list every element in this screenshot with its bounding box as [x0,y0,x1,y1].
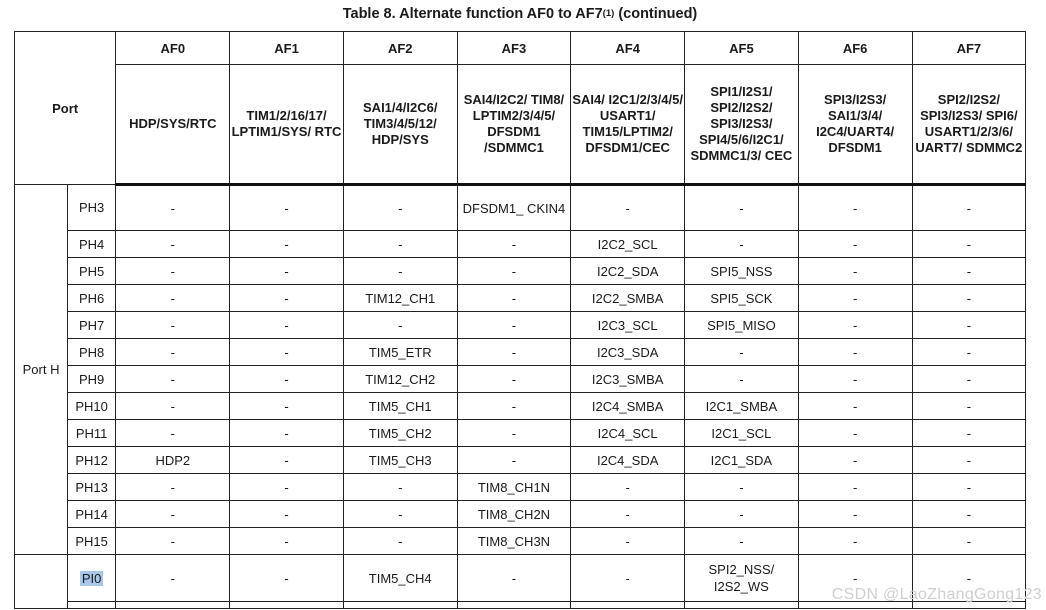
column-header-af0: AF0 [116,32,230,65]
af1-cell: - [230,339,343,366]
af5-cell: I2C1_SDA [685,447,798,474]
af3-cell: TIM8_CH2N [457,501,570,528]
column-desc-af2: SAI1/4/I2C6/ TIM3/4/5/12/ HDP/SYS [343,65,457,185]
af2-cell: - [343,258,457,285]
af0-cell: - [116,185,230,231]
table-row [15,258,1026,285]
af1-cell: - [230,185,343,231]
af7-cell: - [912,312,1025,339]
af6-cell: - [798,474,912,501]
pin-name [68,555,116,602]
af0-cell: - [116,501,230,528]
port-group-label [15,555,68,609]
table-row [15,312,1026,339]
af1-cell: - [230,393,343,420]
af3-cell: DFSDM1_ CKIN4 [457,185,570,231]
af7-cell: - [912,474,1025,501]
af4-cell: I2C4_SCL [571,420,685,447]
af2-cell: - [343,501,457,528]
partial-cell [685,602,798,609]
af2-cell: - [343,528,457,555]
column-header-af3: AF3 [457,32,570,65]
af3-cell: - [457,447,570,474]
af4-cell: - [571,555,685,602]
af0-cell: - [116,258,230,285]
af2-cell: - [343,231,457,258]
column-header-af7: AF7 [912,32,1025,65]
table-row [15,420,1026,447]
column-desc-af7: SPI2/I2S2/ SPI3/I2S3/ SPI6/ USART1/2/3/6/ UART7/ SDMMC2 [912,65,1025,185]
column-header-af1: AF1 [230,32,343,65]
af1-cell: - [230,420,343,447]
pin-name: PH10 [68,393,116,420]
column-header-af4: AF4 [571,32,685,65]
af5-cell: SPI2_NSS/ I2S2_WS [685,555,798,602]
af2-cell: TIM5_CH4 [343,555,457,602]
af5-cell: - [685,185,798,231]
af5-cell: SPI5_MISO [685,312,798,339]
af7-cell: - [912,420,1025,447]
af3-cell: - [457,420,570,447]
pin-name-highlight: PI0 [81,570,102,586]
af0-cell: - [116,393,230,420]
af6-cell: - [798,528,912,555]
af5-cell: SPI5_SCK [685,285,798,312]
column-desc-af0: HDP/SYS/RTC [116,65,230,185]
af7-cell: - [912,366,1025,393]
af1-cell: - [230,285,343,312]
pin-name: PH6 [68,285,116,312]
column-desc-af5: SPI1/I2S1/ SPI2/I2S2/ SPI3/I2S3/ SPI4/5/6/I2C1/ SDMMC1/3/ CEC [685,65,798,185]
af3-cell: - [457,285,570,312]
af2-cell: TIM5_CH3 [343,447,457,474]
af5-cell: - [685,528,798,555]
af6-cell: - [798,231,912,258]
pin-name: PH12 [68,447,116,474]
pin-name: PH15 [68,528,116,555]
pin-name: PH14 [68,501,116,528]
af5-cell: - [685,366,798,393]
af2-cell: TIM12_CH1 [343,285,457,312]
table-row [15,528,1026,555]
af4-cell: - [571,501,685,528]
af7-cell: - [912,339,1025,366]
af2-cell: - [343,474,457,501]
af1-cell: - [230,231,343,258]
af7-cell: - [912,501,1025,528]
af6-cell: - [798,285,912,312]
af5-cell: - [685,231,798,258]
af3-cell: - [457,366,570,393]
pin-name: PH7 [68,312,116,339]
af3-cell: - [457,231,570,258]
af6-cell: - [798,555,912,602]
port-group-label: Port H [15,185,68,555]
af4-cell: - [571,474,685,501]
af1-cell: - [230,501,343,528]
af1-cell: - [230,555,343,602]
af3-cell: TIM8_CH1N [457,474,570,501]
af6-cell: - [798,366,912,393]
af1-cell: - [230,474,343,501]
column-desc-af3: SAI4/I2C2/ TIM8/ LPTIM2/3/4/5/ DFSDM1 /SDMMC1 [457,65,570,185]
af3-cell: - [457,312,570,339]
af0-cell: - [116,528,230,555]
table-title: Table 8. Alternate function AF0 to AF7$^{(1)}$ (continued) [342,6,698,22]
pin-name: PH11 [68,420,116,447]
af0-cell: - [116,555,230,602]
af3-cell: - [457,339,570,366]
af1-cell: - [230,258,343,285]
af0-cell: - [116,312,230,339]
af6-cell: - [798,258,912,285]
af2-cell: - [343,312,457,339]
column-header-af2: AF2 [343,32,457,65]
af1-cell: - [230,447,343,474]
af0-cell: - [116,420,230,447]
partial-cell [68,602,116,609]
column-header-af5: AF5 [685,32,798,65]
pin-name: PH3 [68,185,116,231]
af3-cell: - [457,393,570,420]
af0-cell: HDP2 [116,447,230,474]
af4-cell: I2C3_SCL [571,312,685,339]
table-row [15,474,1026,501]
af4-cell: I2C2_SCL [571,231,685,258]
pin-name: PH9 [68,366,116,393]
af2-cell: TIM5_CH1 [343,393,457,420]
af7-cell: - [912,447,1025,474]
column-desc-af4: SAI4/ I2C1/2/3/4/5/ USART1/ TIM15/LPTIM2/ DFSDM1/CEC [571,65,685,185]
table-row [15,339,1026,366]
af5-cell: I2C1_SCL [685,420,798,447]
partial-cell [116,602,230,609]
af2-cell: - [343,185,457,231]
af6-cell: - [798,447,912,474]
af4-cell: I2C3_SDA [571,339,685,366]
af6-cell: - [798,185,912,231]
af4-cell: I2C4_SMBA [571,393,685,420]
af0-cell: - [116,366,230,393]
af5-cell: SPI5_NSS [685,258,798,285]
af7-cell: - [912,285,1025,312]
af4-cell: - [571,528,685,555]
title-footnote: (1) [602,8,615,19]
pin-name: PH4 [68,231,116,258]
alternate-function-table [14,31,1026,609]
table-row [15,285,1026,312]
af0-cell: - [116,474,230,501]
af4-cell: - [571,185,685,231]
table-row [15,231,1026,258]
af1-cell: - [230,312,343,339]
port-header: Port [15,32,116,185]
af7-cell: - [912,258,1025,285]
table-row [15,185,1026,231]
af5-cell: - [685,501,798,528]
af2-cell: TIM5_CH2 [343,420,457,447]
af6-cell: - [798,312,912,339]
partial-cell [343,602,457,609]
af3-cell: - [457,555,570,602]
pin-name: PH5 [68,258,116,285]
watermark: CSDN @LaoZhangGong123 [831,586,1042,603]
partial-cell [457,602,570,609]
af4-cell: I2C2_SMBA [571,285,685,312]
af7-cell: - [912,528,1025,555]
af0-cell: - [116,339,230,366]
af0-cell: - [116,231,230,258]
af5-cell: - [685,474,798,501]
af3-cell: TIM8_CH3N [457,528,570,555]
af4-cell: I2C3_SMBA [571,366,685,393]
af1-cell: - [230,528,343,555]
af7-cell: - [912,393,1025,420]
column-header-af6: AF6 [798,32,912,65]
pin-name: PH8 [68,339,116,366]
af1-cell: - [230,366,343,393]
table-row [15,366,1026,393]
af7-cell: - [912,231,1025,258]
af6-cell: - [798,339,912,366]
af6-cell: - [798,501,912,528]
af4-cell: I2C4_SDA [571,447,685,474]
column-desc-af1: TIM1/2/16/17/ LPTIM1/SYS/ RTC [230,65,343,185]
column-desc-af6: SPI3/I2S3/ SAI1/3/4/ I2C4/UART4/ DFSDM1 [798,65,912,185]
af2-cell: TIM5_ETR [343,339,457,366]
table-row [15,447,1026,474]
af5-cell: - [685,339,798,366]
af5-cell: I2C1_SMBA [685,393,798,420]
partial-cell [571,602,685,609]
af2-cell: TIM12_CH2 [343,366,457,393]
partial-cell [230,602,343,609]
af7-cell: - [912,555,1025,602]
af7-cell: - [912,185,1025,231]
pin-name: PH13 [68,474,116,501]
af3-cell: - [457,258,570,285]
table-row [15,501,1026,528]
af4-cell: I2C2_SDA [571,258,685,285]
af6-cell: - [798,420,912,447]
af6-cell: - [798,393,912,420]
table-row [15,393,1026,420]
af0-cell: - [116,285,230,312]
